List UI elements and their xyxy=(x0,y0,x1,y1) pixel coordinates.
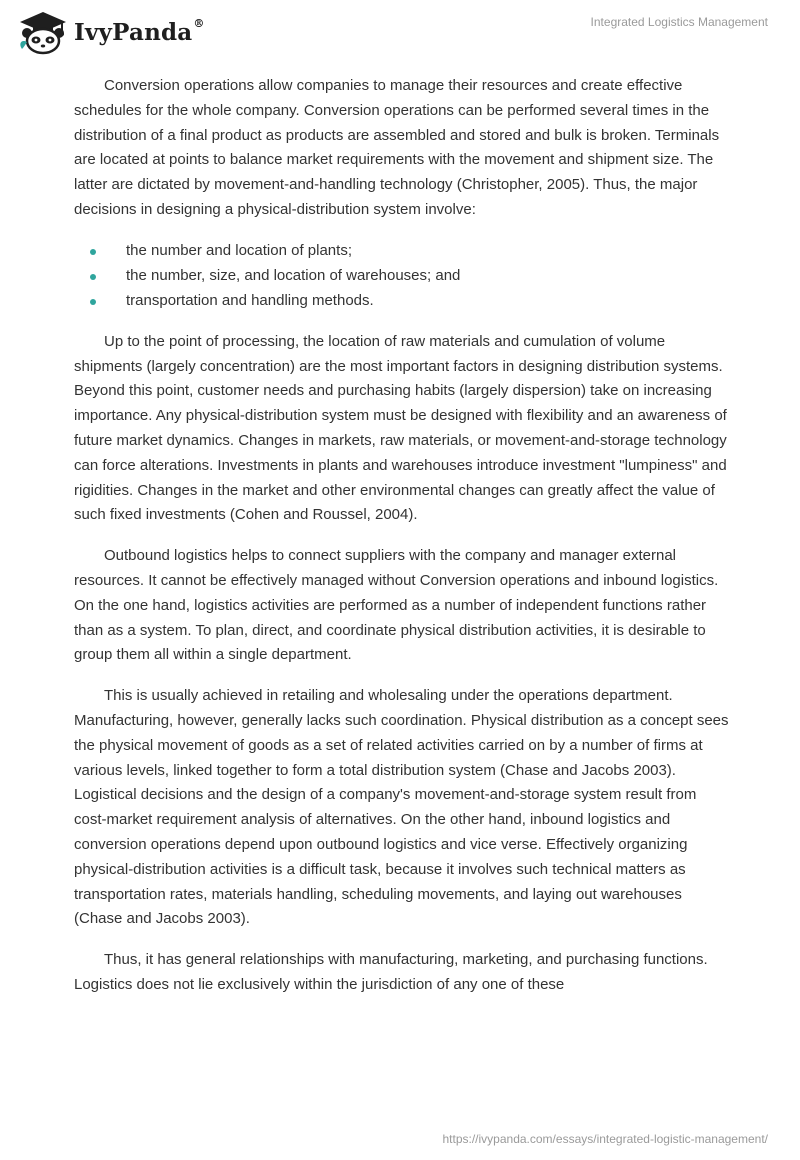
paragraph: Up to the point of processing, the location of raw materials and cumulation of volume shipments (largely concentration) are the most important factors in designing distribution systems. Beyond this point, customer needs and purchasing habits (largely dispersion) take on increasing importance. Any physical-distribution system must be designed with flexibility and an awareness of future market dynamics. Changes in markets, raw materials, or movement-and-storage technology can force alterations. Investments in plants and warehouses introduce investment "lumpiness" and rigidities. Changes in the market and other environmental changes can greatly affect the value of such fixed investments (Cohen and Roussel, 2004). xyxy=(74,332,727,524)
registered-mark: ® xyxy=(193,16,205,30)
list-item-text: the number and location of plants; xyxy=(126,241,352,259)
paragraph: Conversion operations allow companies to manage their resources and create effective schedules for the whole company. Conversion operations can be performed several times in the distribution of a final product as products are assembled and stored and bulk is broken. Terminals are located at points to balance market requirements with the movement and shipment size. The latter are dictated by movement-and-handling technology (Christopher, 2005). Thus, the major decisions in designing a physical-distribution system involve: xyxy=(74,77,720,218)
brand-name-text: IvyPanda xyxy=(74,18,193,46)
page-header xyxy=(0,0,800,64)
essay-body xyxy=(74,74,730,1014)
list-item xyxy=(74,289,730,314)
list-item-text: transportation and handling methods. xyxy=(126,291,374,309)
bullet-icon xyxy=(90,274,96,280)
source-url[interactable]: https://ivypanda.com/essays/integrated-logistic-management/ xyxy=(442,1132,768,1146)
panda-graduate-icon xyxy=(16,9,70,55)
brand-logo[interactable] xyxy=(16,8,205,56)
brand-name xyxy=(74,16,205,46)
list-item xyxy=(74,239,730,264)
bullet-icon xyxy=(90,249,96,255)
bullet-icon xyxy=(90,299,96,305)
paragraph: Thus, it has general relationships with manufacturing, marketing, and purchasing functions. Logistics does not lie exclusively within the jurisdiction of any one of these xyxy=(74,951,708,993)
list-item-text: the number, size, and location of warehouses; and xyxy=(126,266,461,284)
document-title: Integrated Logistics Management xyxy=(590,15,768,29)
paragraph: This is usually achieved in retailing and wholesaling under the operations department. Manufacturing, however, generally lacks such coordination. Physical distribution as a concept sees the physical movement of goods as a set of related activities carried on by a number of firms at various levels, linked together to form a total distribution system (Chase and Jacobs 2003). Logistical decisions and the design of a company's movement-and-storage system result from cost-market requirement analysis of alternatives. On the other hand, inbound logistics and conversion operations depend upon outbound logistics and vice verse. Effectively organizing physical-distribution activities is a difficult task, because it involves such technical matters as transportation rates, materials handling, scheduling movements, and laying out warehouses (Chase and Jacobs 2003). xyxy=(74,687,729,928)
bullet-list xyxy=(74,239,730,314)
list-item xyxy=(74,264,730,289)
paragraph: Outbound logistics helps to connect suppliers with the company and manager external resources. It cannot be effectively managed without Conversion operations and inbound logistics. On the one hand, logistics activities are performed as a number of independent functions rather than as a system. To plan, direct, and coordinate physical distribution activities, it is desirable to group them all within a single department. xyxy=(74,547,719,664)
